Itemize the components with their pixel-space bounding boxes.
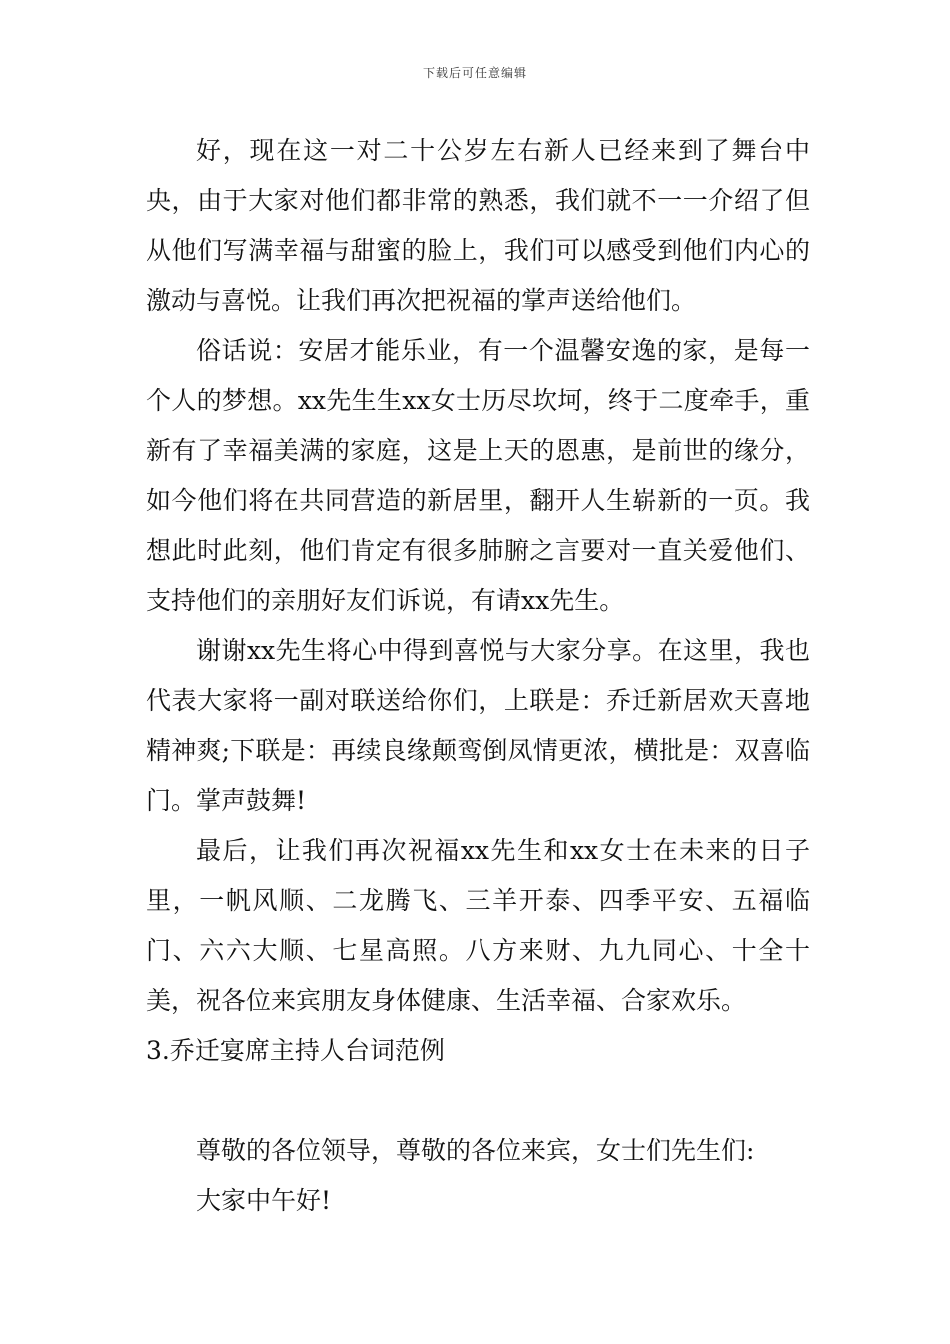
document-body bbox=[146, 126, 810, 1226]
paragraph-greeting: 尊敬的各位领导，尊敬的各位来宾，女士们先生们: bbox=[196, 1136, 755, 1165]
section-heading: 3.乔迁宴席主持人台词范例 bbox=[146, 1036, 445, 1065]
paragraph-new-home: 俗话说：安居才能乐业，有一个温馨安逸的家，是每一个人的梦想。xx先生生xx女士历尽坎坷，终于二度牵手，重新有了幸福美满的家庭，这是上天的恩惠，是前世的缘分，如今他们将在共同营造的新居里，翻开人生崭新的一页。我想此时此刻，他们肯定有很多肺腑之言要对一直关爱他们、支持他们的亲朋好友们诉说，有请xx先生。 bbox=[146, 336, 810, 615]
page-header: 下载后可任意编辑 bbox=[422, 66, 527, 80]
paragraph-blessings: 最后，让我们再次祝福xx先生和xx女士在未来的日子里，一帆风顺、二龙腾飞、三羊开泰、四季平安、五福临门、六六大顺、七星高照。八方来财、九九同心、十全十美，祝各位来宾朋友身体健康、生活幸福、合家欢乐。 bbox=[146, 836, 810, 1015]
paragraph-newlyweds-intro: 好，现在这一对二十公岁左右新人已经来到了舞台中央，由于大家对他们都非常的熟悉，我们就不一一介绍了但从他们写满幸福与甜蜜的脸上，我们可以感受到他们内心的激动与喜悦。让我们再次把祝福的掌声送给他们。 bbox=[146, 136, 810, 315]
paragraph-good-noon: 大家中午好! bbox=[196, 1186, 332, 1215]
section-spacer bbox=[146, 1076, 810, 1126]
paragraph-couplet: 谢谢xx先生将心中得到喜悦与大家分享。在这里，我也代表大家将一副对联送给你们，上联是：乔迁新居欢天喜地精神爽;下联是：再续良缘颠鸾倒凤情更浓，横批是：双喜临门。掌声鼓舞! bbox=[146, 636, 810, 815]
